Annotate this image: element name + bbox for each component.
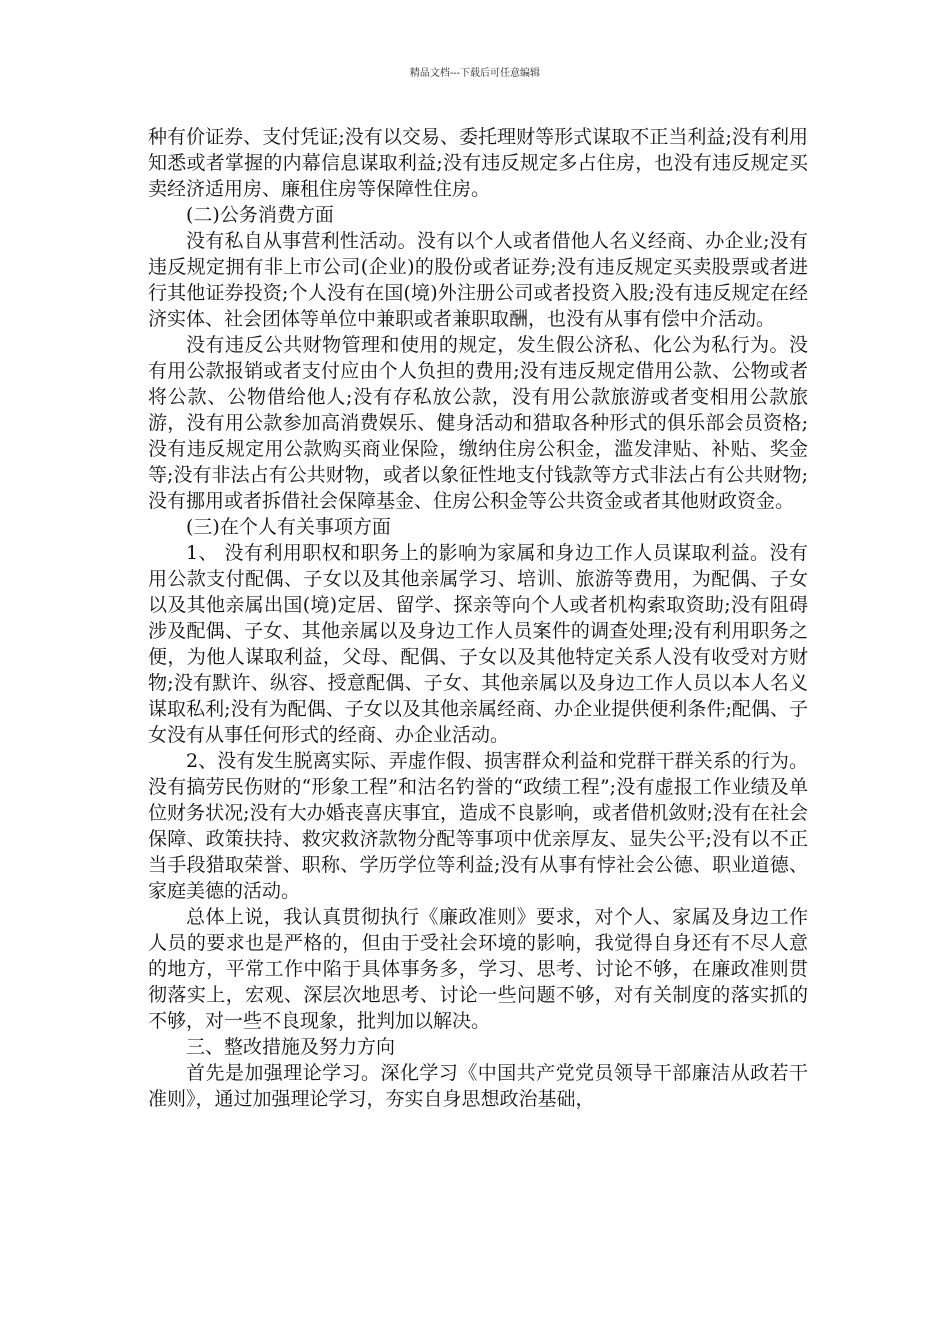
paragraph: 没有违反公共财物管理和使用的规定，发生假公济私、化公为私行为。没有用公款报销或者支付应由个人负担的费用;没有违反规定借用公款、公物或者将公款、公物借给他人;没有存私放公款，没有用公款旅游或者变相用公款旅游，没有用公款参加高消费娱乐、健身活动和猎取各种形式的俱乐部会员资格;没有违反规定用公款购买商业保险，缴纳住房公积金，滥发津贴、补贴、奖金等;没有非法占有公共财物，或者以象征性地支付钱款等方式非法占有公共财物;没有挪用或者拆借社会保障基金、住房公积金等公共资金或者其他财政资金。 — [148, 334, 808, 512]
paragraph-continued: 种有价证券、支付凭证;没有以交易、委托理财等形式谋取不正当利益;没有利用知悉或者掌握的内幕信息谋取利益;没有违反规定多占住房，也没有违反规定买卖经济适用房、廉租住房等保障性住房。 — [148, 126, 808, 200]
section-heading-personal-matters: (三)在个人有关事项方面 — [186, 516, 391, 538]
paragraph: 没有私自从事营利性活动。没有以个人或者借他人名义经商、办企业;没有违反规定拥有非上市公司(企业)的股份或者证券;没有违反规定买卖股票或者进行其他证券投资;个人没有在国(境)外注册公司或者投资入股;没有违反规定在经济实体、社会团体等单位中兼职或者兼职取酬，也没有从事有偿中介活动。 — [148, 230, 808, 330]
section-heading-rectification: 三、整改措施及努力方向 — [186, 1036, 396, 1058]
paragraph: 1、 没有利用职权和职务上的影响为家属和身边工作人员谋取利益。没有用公款支付配偶、子女以及其他亲属学习、培训、旅游等费用，为配偶、子女以及其他亲属出国(境)定居、留学、探亲等向个人或者机构索取资助;没有阻碍涉及配偶、子女、其他亲属以及身边工作人员案件的调查处理;没有利用职务之便，为他人谋取利益，父母、配偶、子女以及其他特定关系人没有收受对方财物;没有默许、纵容、授意配偶、子女、其他亲属以及身边工作人员以本人名义谋取私利;没有为配偶、子女以及其他亲属经商、办企业提供便利条件;配偶、子女没有从事任何形式的经商、办企业活动。 — [148, 542, 808, 746]
page-header: 精品文档---下载后可任意编辑 — [409, 68, 541, 79]
document-body — [148, 124, 808, 1112]
paragraph: 总体上说，我认真贯彻执行《廉政准则》要求，对个人、家属及身边工作人员的要求也是严格的，但由于受社会环境的影响，我觉得自身还有不尽人意的地方，平常工作中陷于具体事务多，学习、思考、讨论不够，在廉政准则贯彻落实上，宏观、深层次地思考、讨论一些问题不够，对有关制度的落实抓的不够，对一些不良现象，批判加以解决。 — [148, 906, 808, 1032]
section-heading-public-consumption: (二)公务消费方面 — [186, 204, 334, 226]
paragraph: 2、没有发生脱离实际、弄虚作假、损害群众利益和党群干群关系的行为。没有搞劳民伤财的“形象工程”和沽名钓誉的“政绩工程”;没有虚报工作业绩及单位财务状况;没有大办婚丧喜庆事宜，造成不良影响，或者借机敛财;没有在社会保障、政策扶持、救灾救济款物分配等事项中优亲厚友、显失公平;没有以不正当手段猎取荣誉、职称、学历学位等利益;没有从事有悖社会公德、职业道德、家庭美德的活动。 — [148, 750, 808, 902]
paragraph: 首先是加强理论学习。深化学习《中国共产党党员领导干部廉洁从政若干准则》，通过加强理论学习，夯实自身思想政治基础， — [148, 1062, 808, 1110]
